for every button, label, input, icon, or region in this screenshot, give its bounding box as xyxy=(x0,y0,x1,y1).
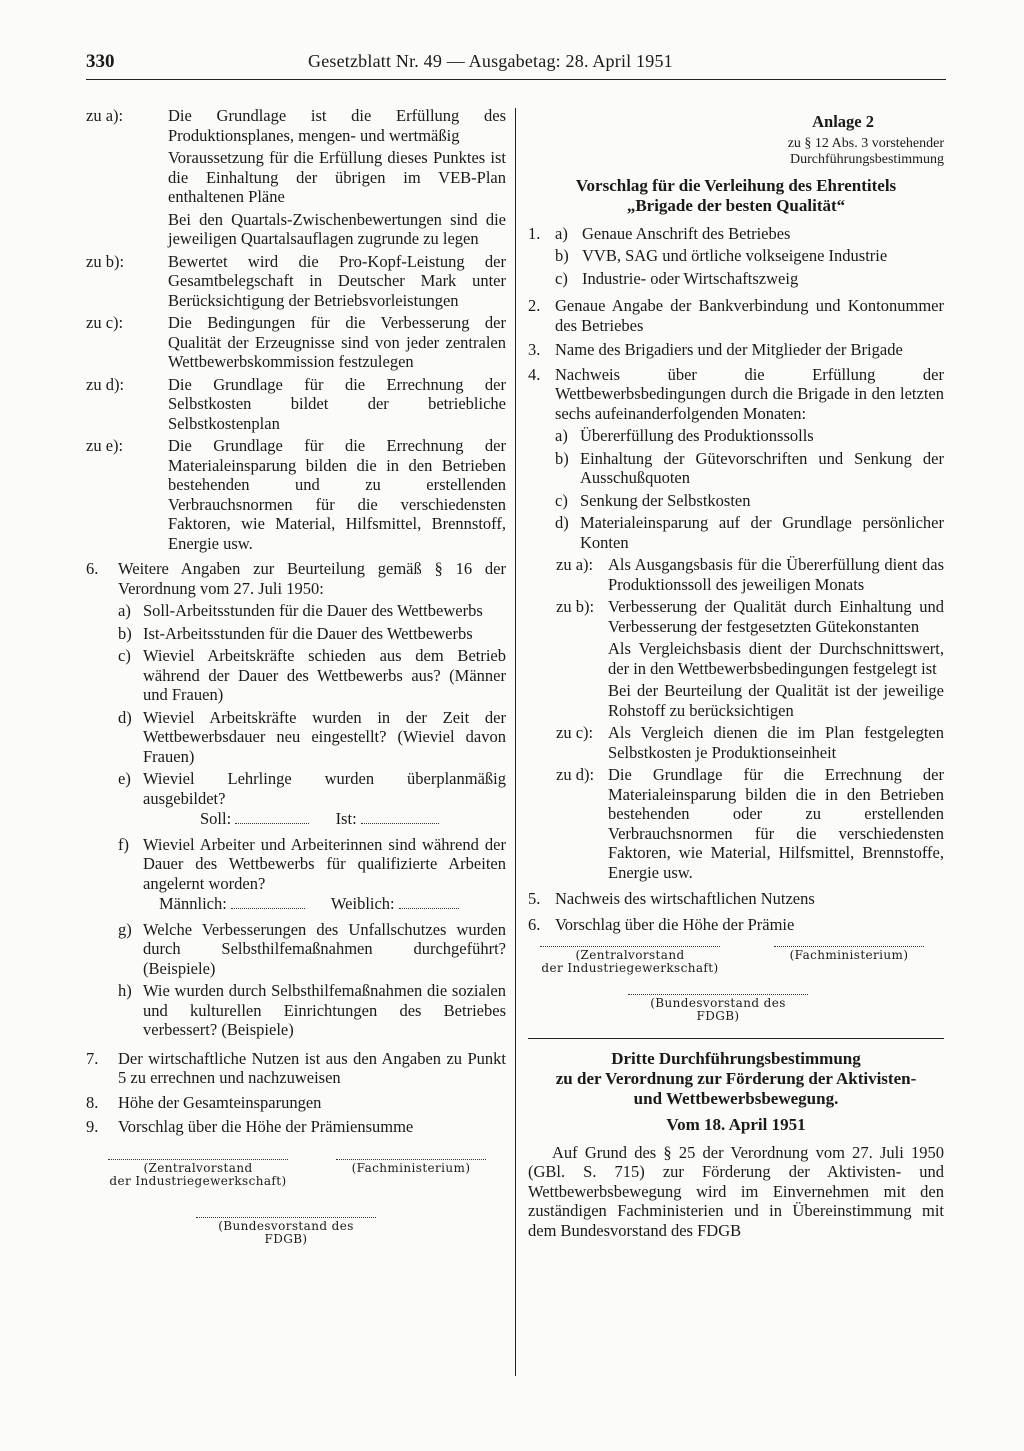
column-divider xyxy=(515,108,516,1376)
r-item-4-zu xyxy=(556,555,944,882)
paragraph: Die Grundlage ist die Erfüllung des Produktionsplanes, mengen- und wertmäßig xyxy=(168,106,506,145)
zu-a-item: zu a): Die Grundlage ist die Erfüllung des Produktionsplanes, mengen- und wertmäßig Voraussetzung für die Erfüllung dieses Punktes ist die Einhaltung der übrigen im VEB-Plan enthaltenen Pläne Bei den Quartals-Zwischenbewertungen sind die jeweiligen Quartalsauflagen zugrunde zu legen xyxy=(86,106,506,248)
sub-item-g: g) Welche Verbesserungen des Unfallschutzes wurden durch Selbsthilfemaßnahmen durchgeführt? (Beispiele) xyxy=(118,919,506,978)
weiblich-label: Weiblich: xyxy=(330,894,395,913)
zu-c-item: zu c): Die Bedingungen für die Verbesserung der Qualität der Erzeugnisse sind von jeder zentralen Wettbewerbskommission festzulegen xyxy=(86,313,506,371)
sub-item-d: d) Wieviel Arbeitskräfte wurden in der Zeit der Wettbewerbsdauer neu eingestellt? (Wieviel davon Frauen) xyxy=(118,707,506,766)
paragraph: Bewertet wird die Pro-Kopf-Leistung der Gesamtbelegschaft in Deutscher Mark unter Berücksichtigung der Betriebsvorleistungen xyxy=(168,251,506,310)
sub-item-c: c) Wieviel Arbeitskräfte schieden aus dem Betrieb während der Dauer des Wettbewerbs aus? (Männer und Frauen) xyxy=(118,646,506,704)
paragraph: Voraussetzung für die Erfüllung dieses Punktes ist die Einhaltung der übrigen im VEB-Plan enthaltenen Pläne xyxy=(168,148,506,206)
anlage-reference: zu § 12 Abs. 3 vorstehender xyxy=(787,135,944,151)
signature-bundesvorstand: (Bundesvorstand des FDGB) xyxy=(196,1217,376,1246)
r-item-6: 6. Vorschlag über die Höhe der Prämie xyxy=(528,914,795,934)
sub-item-e: e) Wieviel Lehrlinge wurden überplanmäßig ausgebildet? xyxy=(118,769,506,808)
signature-zentralvorstand: (Zentralvorstand der Industriegewerkschaft) xyxy=(109,1160,287,1188)
sub-item-a: a) Übererfüllung des Produktionssolls xyxy=(555,426,814,445)
zu-b-item: zu b): Verbesserung der Qualität durch Einhaltung und Verbesserung der festgesetzten Gütekonstanten Als Vergleichsbasis dient der Durchschnittswert, der in den Wettbewerbsbedingungen festgelegt ist Bei der Beurteilung der Qualität ist der jeweilige Rohstoff zu berücksichtigen xyxy=(556,597,944,720)
zu-c-item: zu c): Als Vergleich dienen die im Plan festgelegten Selbstkosten je Produktionseinheit xyxy=(556,723,944,762)
item-8: 8. Höhe der Gesamteinsparungen xyxy=(86,1092,322,1112)
signature-fachministerium: (Fachministerium) xyxy=(774,946,924,962)
signature-zentralvorstand: (Zentralvorstand der Industriegewerkschaft) xyxy=(541,948,719,975)
maennlich-label: Männlich: xyxy=(159,894,227,913)
paragraph: Bei den Quartals-Zwischenbewertungen sind die jeweiligen Quartalsauflagen zugrunde zu legen xyxy=(168,209,506,248)
sub-item-a: a) Genaue Anschrift des Betriebes xyxy=(555,223,791,243)
sub-item-h: h) Wie wurden durch Selbsthilfemaßnahmen die sozialen und kulturellen Einrichtungen des Betriebes verbessert? (Beispiele) xyxy=(118,981,506,1039)
item-9: 9. Vorschlag über die Höhe der Prämiensumme xyxy=(86,1117,414,1136)
ist-label: Ist: xyxy=(335,809,357,828)
r-item-5: 5. Nachweis des wirtschaftlichen Nutzens xyxy=(528,889,815,908)
right-column xyxy=(528,112,944,1240)
running-title: Gesetzblatt Nr. 49 — Ausgabetag: 28. April 1951 xyxy=(308,51,673,71)
page-header xyxy=(86,52,946,76)
soll-blank[interactable] xyxy=(235,810,309,824)
zu-e-item: zu e): Die Grundlage für die Errechnung der Materialeinsparung bilden die in den Betrieben bestehenden und zu erstellenden Verbrauchsnormen für die verschiedensten Faktoren, wie Material, Hilfsmittel, Brennstoff, Energie usw. xyxy=(86,436,506,553)
sub-item-c: c) Industrie- oder Wirtschaftszweig xyxy=(555,268,799,288)
sub-item-b: b) Einhaltung der Gütevorschriften und Senkung der Ausschußquoten xyxy=(555,448,944,487)
anlage-reference: Durchführungsbestimmung xyxy=(790,151,944,167)
zu-d-item: zu d): Die Grundlage für die Errechnung der Selbstkosten bildet der betriebliche Selbstkostenplan xyxy=(86,374,506,433)
anlage-heading: Anlage 2 xyxy=(812,112,874,131)
paragraph: Die Bedingungen für die Verbesserung der Qualität der Erzeugnisse sind von jeder zentralen Wettbewerbskommission festzulegen xyxy=(168,313,506,371)
soll-label: Soll: xyxy=(200,809,232,828)
soll-ist-line xyxy=(200,809,506,829)
r-item-2: 2. Genaue Angabe der Bankverbindung und Kontonummer des Betriebes xyxy=(528,296,944,335)
form-title: Vorschlag für die Verleihung des Ehrentitels „Brigade der besten Qualität“ xyxy=(575,175,897,215)
section-rule xyxy=(528,1038,944,1039)
maennlich-blank[interactable] xyxy=(231,895,305,909)
sub-item-b: b) Ist-Arbeitsstunden für die Dauer des Wettbewerbs xyxy=(118,623,473,643)
paragraph: Die Grundlage für die Errechnung der Materialeinsparung bilden die in den Betrieben bestehenden und zu erstellenden Verbrauchsnormen für die verschiedensten Faktoren, wie Material, Hilfsmittel, Brennstoff, Energie usw. xyxy=(168,436,506,553)
weiblich-blank[interactable] xyxy=(399,895,459,909)
paragraph: Die Grundlage für die Errechnung der Selbstkosten bildet der betriebliche Selbstkostenplan xyxy=(168,374,506,433)
signature-block xyxy=(86,1159,506,1255)
signature-fachministerium: (Fachministerium) xyxy=(336,1159,486,1175)
zu-a-item: zu a): Als Ausgangsbasis für die Übererfüllung dient das Produktionssoll des jeweiligen Monats xyxy=(556,555,944,594)
r-item-1: 1. a) Genaue Anschrift des Betriebes b) VVB, SAG und örtliche volkseigene Industrie c) Industrie- oder Wirtschaftszweig xyxy=(528,224,944,292)
header-rule xyxy=(86,79,946,80)
ist-blank[interactable] xyxy=(361,810,439,824)
section-title: Dritte Durchführungsbestimmung zu der Verordnung zur Förderung der Aktivisten- und Wettbewerbsbewegung. xyxy=(555,1049,917,1108)
r-item-4: 4. Nachweis über die Erfüllung der Wettbewerbsbedingungen durch die Brigade in den letzten sechs aufeinanderfolgenden Monaten: xyxy=(528,364,944,423)
paragraph: Als Vergleichsbasis dient der Durchschnittswert, der in den Wettbewerbsbedingungen festgelegt ist xyxy=(608,639,944,678)
signature-block xyxy=(528,946,944,1038)
zu-d-item: zu d): Die Grundlage für die Errechnung der Materialeinsparung bilden die in den Betrieben bestehenden oder zu erstellenden Verbrauchsnormen für die verschiedensten Faktoren, wie Material, Hilfsmittel, Brennstoffe, Energie usw. xyxy=(556,765,944,882)
sub-item-d: d) Materialeinsparung auf der Grundlage persönlicher Konten xyxy=(555,513,944,552)
item-6: 6. Weitere Angaben zur Beurteilung gemäß § 16 der Verordnung vom 27. Juli 1950: a) Soll-Arbeitsstunden für die Dauer des Wettbewerbs b) Ist-Arbeitsstunden für die Dauer des Wettbewerbs c) Wieviel Arbeitskräfte schieden aus dem Betrieb während der Dauer des Wettbewerbs aus? (Männer und Frauen) d) Wieviel Arbeitskräfte wurden in der Zeit der Wettbewerbsdauer neu eingestellt? (Wieviel davon Frauen) e) Wieviel Lehrlinge wurden überplanmäßig ausgebildet? Soll: Ist: f) Wieviel Arbeiter und Arbeiterinnen sind während der Dauer des Wettbewerbs für qualifizierte Arbeiten angelernt worden? Männlich: Weiblich: g) Welche Verbesserungen des Unfallschutzes wurden durch Selbsthilfemaßnahmen durchgeführt? (Beispiele) h) Wie wurden durch Selbsthilfemaßnahmen die sozialen und kulturellen Einrichtungen des Betriebes verbessert? (Beispiele) xyxy=(86,559,506,1039)
item-7: 7. Der wirtschaftliche Nutzen ist aus den Angaben zu Punkt 5 zu errechnen und nachzuweisen xyxy=(86,1048,506,1087)
page-number: 330 xyxy=(86,51,115,72)
sub-item-c: c) Senkung der Selbstkosten xyxy=(555,490,751,510)
maennlich-weiblich-line xyxy=(159,894,506,914)
signature-bundesvorstand: (Bundesvorstand des FDGB) xyxy=(628,994,808,1023)
sub-item-b: b) VVB, SAG und örtliche volkseigene Industrie xyxy=(555,246,888,265)
r-item-4-subs xyxy=(555,426,944,552)
left-column xyxy=(86,106,506,1255)
sub-item-f: f) Wieviel Arbeiter und Arbeiterinnen sind während der Dauer des Wettbewerbs für qualifizierte Arbeiten angelernt worden? xyxy=(118,834,506,893)
section-date: Vom 18. April 1951 xyxy=(666,1115,806,1134)
section-body: Auf Grund des § 25 der Verordnung vom 27. Juli 1950 (GBl. S. 715) zur Förderung der Aktivisten- und Wettbewerbsbewegung wird im Einvernehmen mit den zuständigen Fachministerien und in Übereinstimmung mit dem Bundesvorstand des FDGB xyxy=(528,1142,944,1240)
paragraph: Verbesserung der Qualität durch Einhaltung und Verbesserung der festgesetzten Gütekonstanten xyxy=(608,597,944,636)
r-item-3: 3. Name des Brigadiers und der Mitglieder der Brigade xyxy=(528,340,903,359)
zu-b-item: zu b): Bewertet wird die Pro-Kopf-Leistung der Gesamtbelegschaft in Deutscher Mark unter Berücksichtigung der Betriebsvorleistungen xyxy=(86,251,506,310)
sub-item-a: a) Soll-Arbeitsstunden für die Dauer des Wettbewerbs xyxy=(118,601,483,620)
item-text: Weitere Angaben zur Beurteilung gemäß § 16 der Verordnung vom 27. Juli 1950: xyxy=(118,559,506,598)
paragraph: Bei der Beurteilung der Qualität ist der jeweilige Rohstoff zu berücksichtigen xyxy=(608,681,944,720)
